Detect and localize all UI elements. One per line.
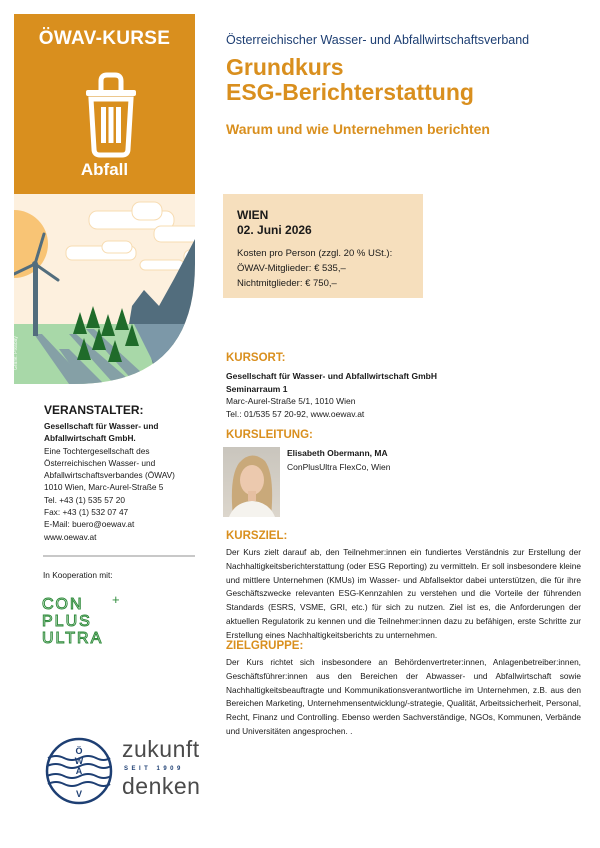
owav-logo [44, 736, 114, 806]
organizer-name-line1: Gesellschaft für Wasser- und [44, 421, 159, 431]
slogan-bottom: denken [122, 773, 201, 799]
course-title-line1: Grundkurs [226, 54, 344, 80]
zielgruppe-heading: ZIELGRUPPE: [226, 640, 304, 652]
slogan-top: zukunft [122, 736, 200, 762]
organizer-address: 1010 Wien, Marc-Aurel-Straße 5 [44, 482, 164, 493]
trainer-name: Elisabeth Obermann, MA [287, 448, 388, 458]
organizer-phone: Tel. +43 (1) 535 57 20 [44, 494, 125, 505]
divider [43, 555, 195, 557]
organizer-name-line2: Abfallwirtschaft GmbH. [44, 433, 136, 444]
svg-text:A: A [75, 766, 83, 776]
svg-text:ULTRA: ULTRA [42, 630, 104, 646]
organizer-heading: VERANSTALTER: [44, 403, 144, 417]
kursleitung-heading: KURSLEITUNG: [226, 429, 313, 441]
venue-name: Gesellschaft für Wasser- und Abfallwirtschaft GmbH [226, 371, 437, 381]
price-label: Kosten pro Person (zzgl. 20 % USt.): [237, 248, 393, 259]
landscape-illustration [14, 194, 195, 384]
course-title [226, 55, 474, 105]
cooperation-label: In Kooperation mit: [43, 570, 113, 580]
date-price-box [223, 194, 423, 298]
zielgruppe-text: Der Kurs richtet sich insbesondere an Behördenvertreter:innen, Anlagenbetreiber:innen, Geschäftsführer:innen aus den Bereichen der Abwasser- und Abfallwirtschaft sowie Nachhaltigkeitsbeauftragte und Kommunikationsverantwortliche im Unternehmen, z.B. aus den Bereichen Marketing, Unternehmensentwicklung/-strategie, Qualität, Arbeitssicherheit, Personal, Recht, Finanz und Controlling. Ebenso werden Sachverständige, NGOs, Kommunen, Verbände und Universitäten angesprochen. . [226, 657, 581, 736]
svg-text:PLUS: PLUS [42, 613, 92, 630]
image-credit: Grafik: Pixabay [13, 336, 19, 370]
slogan-since: SEIT 1909 [124, 766, 184, 772]
organizer-desc-line2: Österreichischen Wasser- und [44, 457, 156, 468]
organizer-block [44, 403, 214, 543]
organizer-fax: Fax: +43 (1) 532 07 47 [44, 507, 129, 518]
venue-address: Marc-Aurel-Straße 5/1, 1010 Wien [226, 396, 356, 406]
price-members: ÖWAV-Mitglieder: € 535,– [237, 263, 346, 274]
kursort-details [226, 370, 437, 420]
course-city: WIEN [237, 208, 269, 222]
kursziel-text: Der Kurs zielt darauf ab, den Teilnehmer:innen ein fundiertes Verständnis zur Erstellung der Nachhaltigkeitsberichterstattung (oder ESG Reporting) zu vermitteln. Er soll insbesondere kleine und mittlere Unternehmen (KMUs) im Wasser- und Abfallsektor dabei unterstützen, die für ihre Geschäftszwecke relevanten ESG-Kennzahlen zu verstehen und die Vorteile der führenden Standards (ESRS, VSME, GRI, etc.) für sich zu nutzen. Ziel ist es, die Anforderungen der aktuellen Regulatorik zu kennen und die Teilnehmer:innen dazu zu befähigen, erste Schritte zur Erstellung eines Nachhaltigkeitsberichts zu unternehmen. [226, 547, 581, 640]
svg-text:Ö: Ö [75, 746, 83, 756]
series-title: ÖWAV-KURSE [38, 28, 171, 49]
organizer-desc-line1: Eine Tochtergesellschaft des [44, 445, 150, 456]
conplusultra-logo [42, 594, 132, 646]
kursort-heading: KURSORT: [226, 352, 286, 364]
course-subtitle: Warum und wie Unternehmen berichten [226, 121, 490, 137]
svg-text:+: + [112, 594, 120, 607]
svg-text:W: W [74, 756, 84, 766]
organizer-website[interactable]: www.oewav.at [44, 531, 97, 542]
trainer-company: ConPlusUltra FlexCo, Wien [287, 462, 391, 472]
course-series-banner [14, 14, 195, 194]
price-list [237, 246, 409, 291]
course-title-line2: ESG-Berichterstattung [226, 79, 474, 105]
course-date: 02. Juni 2026 [237, 223, 312, 237]
organizer-email[interactable]: E-Mail: buero@oewav.at [44, 519, 135, 530]
venue-room: Seminarraum 1 [226, 383, 288, 394]
organization-name: Österreichischer Wasser- und Abfallwirtschaftsverband [226, 33, 530, 47]
svg-text:V: V [75, 789, 83, 799]
trash-bin-icon [84, 69, 138, 165]
venue-contact: Tel.: 01/535 57 20-92, www.oewav.at [226, 408, 365, 419]
category-label: Abfall [80, 160, 129, 179]
kursziel-heading: KURSZIEL: [226, 530, 288, 542]
trainer-photo [223, 447, 280, 517]
organizer-desc-line3: Abfallwirtschaftsverbandes (ÖWAV) [44, 470, 175, 481]
svg-text:CON: CON [42, 596, 84, 613]
price-nonmembers: Nichtmitglieder: € 750,– [237, 278, 337, 289]
